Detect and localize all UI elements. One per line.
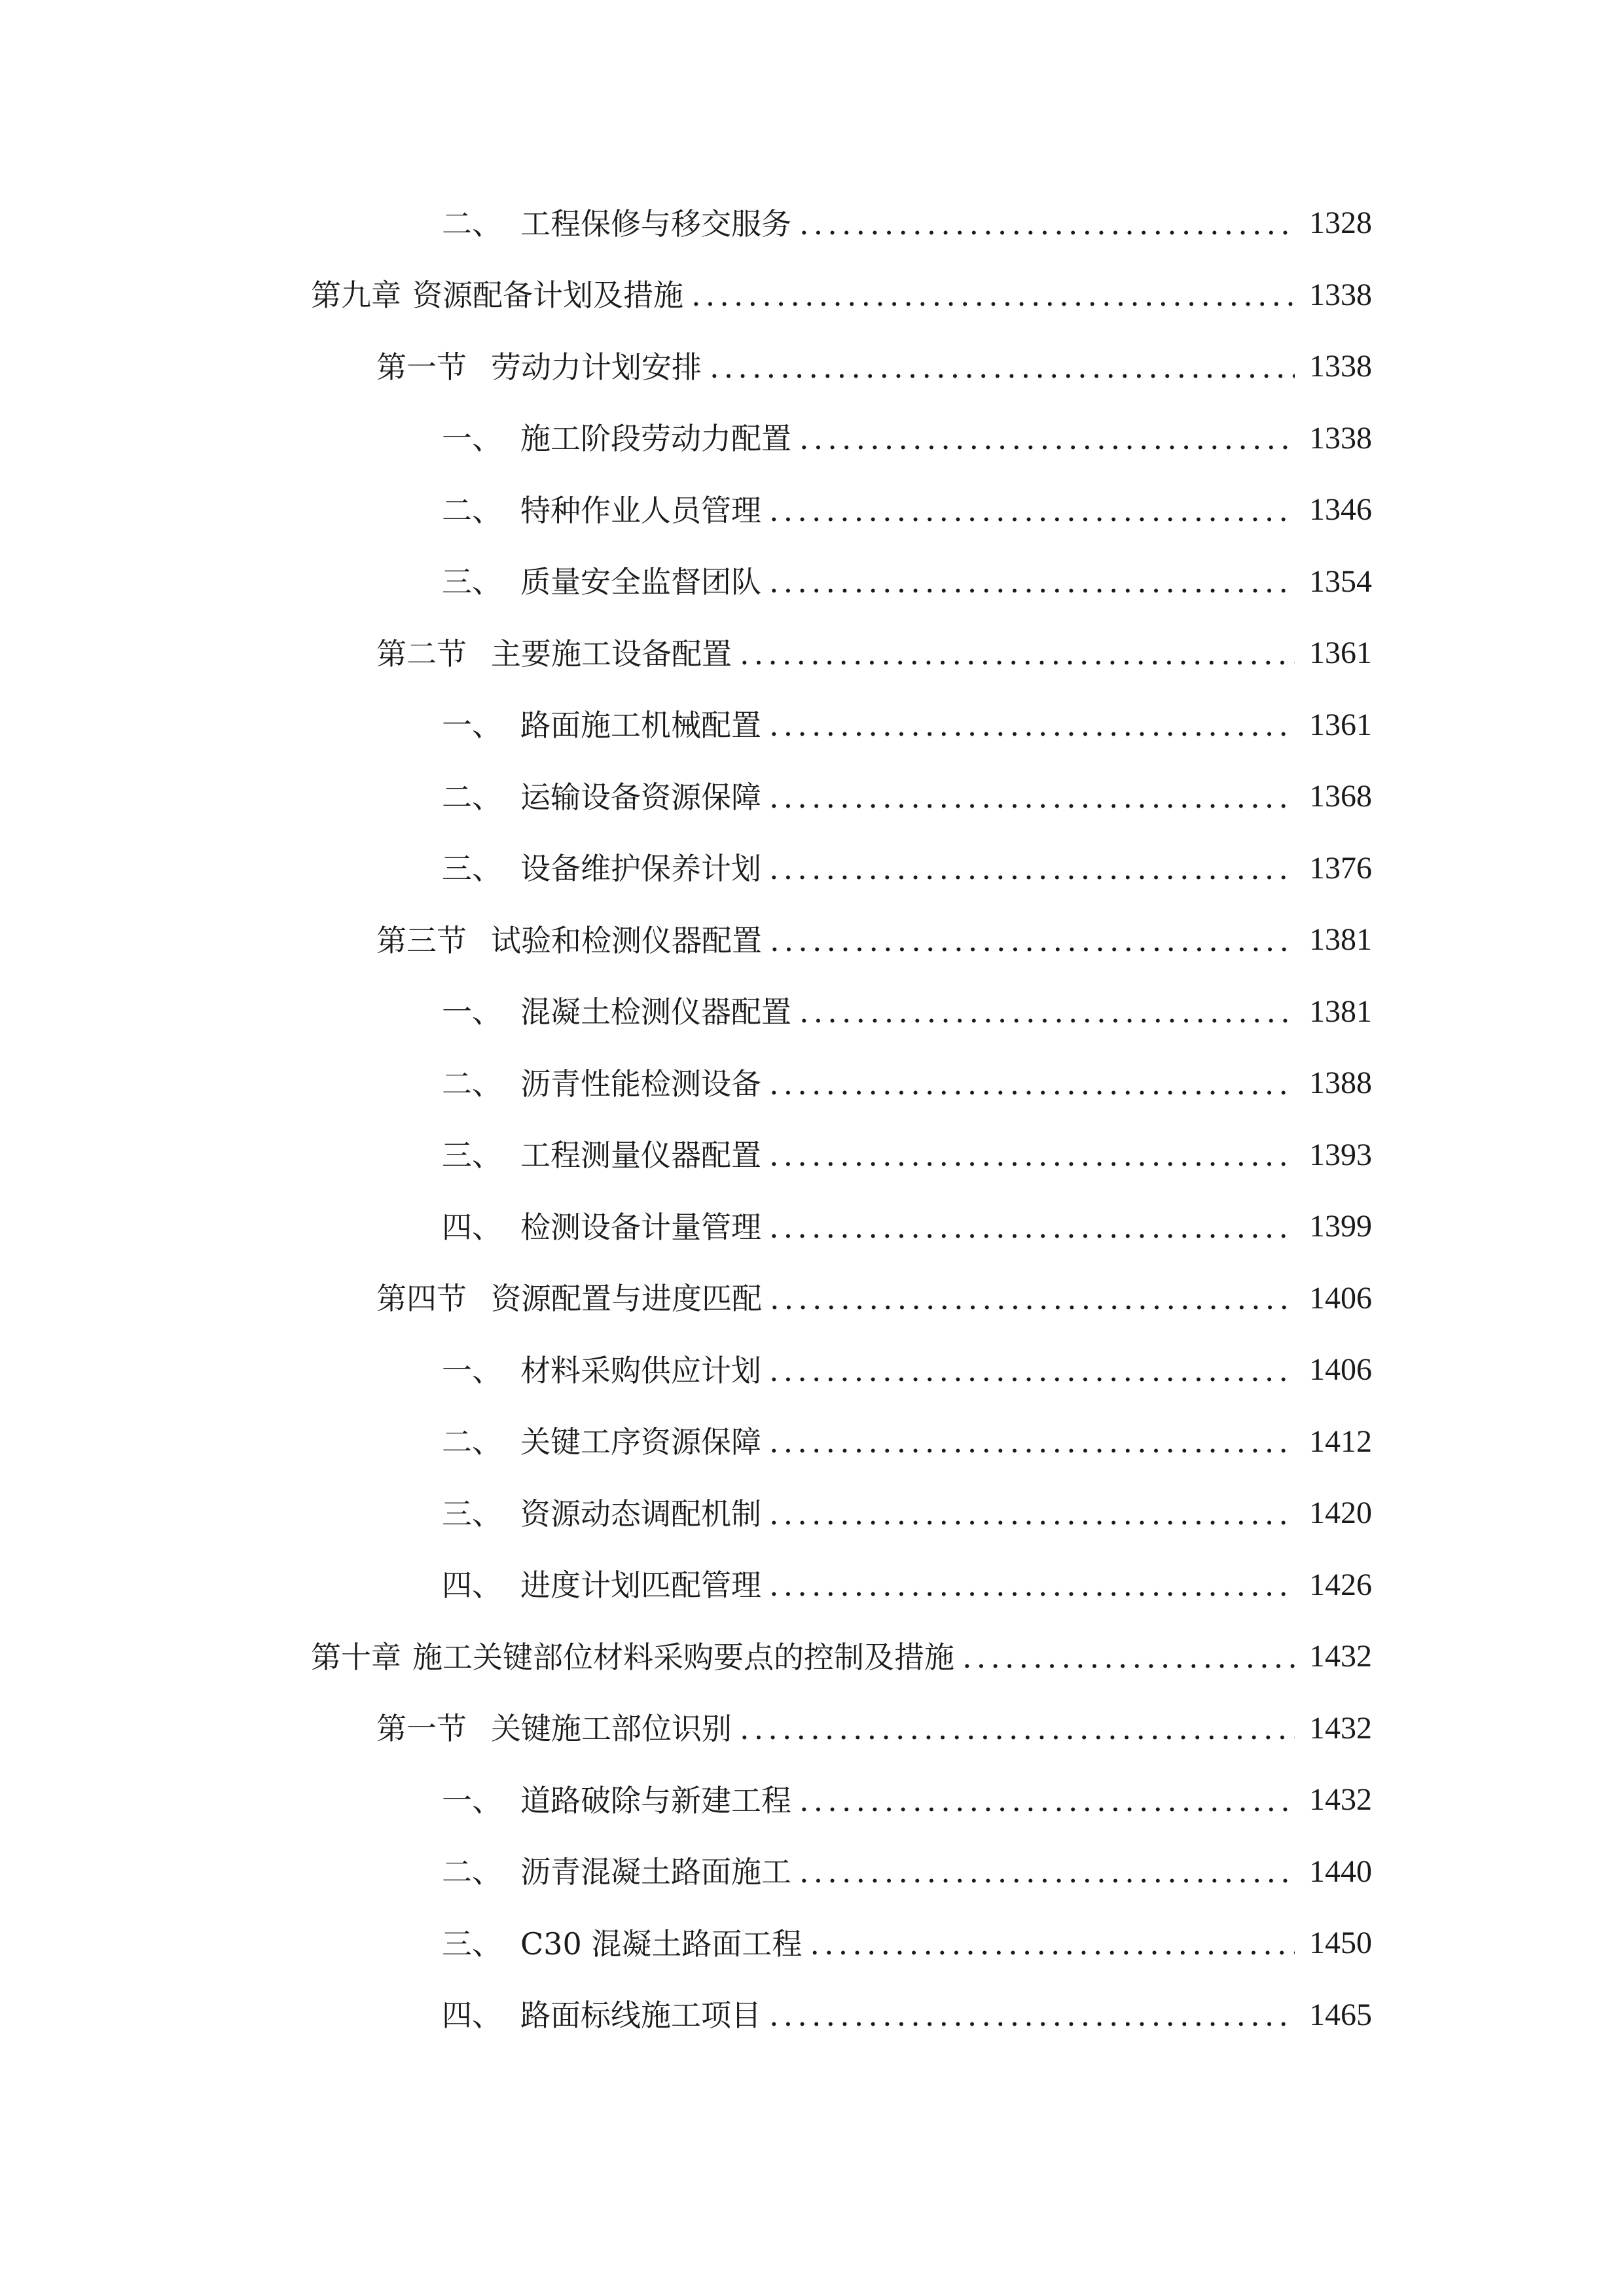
toc-entry-title	[376, 1281, 762, 1317]
toc-page-number: 1399	[1309, 1209, 1372, 1244]
toc-entry-number: 第四节	[376, 1281, 467, 1317]
toc-entry-number: 三、	[442, 1926, 502, 1962]
toc-leader-dots	[799, 206, 1295, 242]
toc-entry-title	[442, 1568, 761, 1604]
toc-leader-dots	[769, 1353, 1295, 1389]
toc-entry-text: 工程测量仪器配置	[520, 1138, 761, 1174]
toc-entry-title	[442, 1496, 761, 1532]
toc-entry-number: 二、	[442, 492, 502, 528]
toc-entry[interactable]	[442, 1552, 1372, 1604]
toc-entry-number: 二、	[442, 1066, 502, 1102]
toc-entry-text: 施工关键部位材料采购要点的控制及措施	[412, 1639, 954, 1675]
toc-page-number: 1354	[1309, 564, 1372, 599]
toc-entry-title	[442, 708, 761, 744]
toc-page-number: 1412	[1309, 1424, 1372, 1459]
toc-entry-number: 一、	[442, 1782, 502, 1818]
toc-entry-text: 特种作业人员管理	[520, 492, 761, 528]
toc-entry[interactable]	[442, 1982, 1372, 2034]
toc-entry-title	[442, 780, 761, 816]
toc-page-number: 1381	[1309, 994, 1372, 1029]
toc-page-number: 1406	[1309, 1352, 1372, 1388]
toc-entry-number: 一、	[442, 421, 502, 457]
toc-entry[interactable]	[442, 692, 1372, 744]
toc-page-number: 1338	[1309, 277, 1372, 312]
toc-entry-number: 四、	[442, 1568, 502, 1604]
toc-entry[interactable]	[442, 405, 1372, 457]
toc-leader-dots	[740, 1711, 1295, 1747]
toc-leader-dots	[799, 1783, 1295, 1819]
toc-leader-dots	[770, 923, 1295, 959]
toc-page-number: 1361	[1309, 707, 1372, 742]
toc-entry[interactable]	[442, 763, 1372, 816]
toc-page-number: 1432	[1309, 1782, 1372, 1818]
toc-entry-title	[376, 636, 732, 672]
toc-entry-number: 四、	[442, 1209, 502, 1245]
toc-leader-dots	[769, 1210, 1295, 1246]
toc-entry-title	[376, 1711, 732, 1747]
toc-entry-text: 路面施工机械配置	[520, 708, 761, 744]
toc-page-number: 1361	[1309, 636, 1372, 671]
toc-entry-title	[442, 1210, 761, 1246]
toc-entry-number: 三、	[442, 564, 502, 600]
toc-entry-title	[442, 1783, 791, 1819]
toc-entry-number: 第三节	[376, 922, 467, 958]
toc-entry-text: 混凝土检测仪器配置	[520, 994, 791, 1030]
toc-leader-dots	[769, 708, 1295, 744]
toc-page-number: 1381	[1309, 922, 1372, 958]
toc-entry[interactable]	[376, 1695, 1372, 1748]
toc-entry[interactable]	[442, 1910, 1372, 1962]
toc-entry-text: 试验和检测仪器配置	[491, 922, 762, 958]
toc-page-number: 1338	[1309, 420, 1372, 456]
toc-entry-number: 三、	[442, 1138, 502, 1174]
toc-entry-text: 进度计划匹配管理	[520, 1568, 761, 1604]
toc-leader-dots	[769, 1998, 1295, 2034]
toc-entry-number: 一、	[442, 994, 502, 1030]
toc-entry-number: 第一节	[376, 349, 467, 385]
toc-leader-dots	[769, 851, 1295, 887]
toc-entry-title	[442, 1926, 802, 1962]
toc-leader-dots	[799, 1854, 1295, 1890]
toc-entry[interactable]	[376, 333, 1372, 386]
toc-entry[interactable]	[442, 1050, 1372, 1102]
toc-entry-text: 劳动力计划安排	[491, 349, 702, 385]
toc-page-number: 1432	[1309, 1639, 1372, 1674]
toc-entry-number: 二、	[442, 1854, 502, 1890]
toc-entry-title	[442, 1854, 791, 1890]
toc-entry-text: 施工阶段劳动力配置	[520, 421, 791, 457]
toc-entry[interactable]	[442, 548, 1372, 601]
toc-entry[interactable]	[442, 190, 1372, 242]
toc-leader-dots	[710, 350, 1295, 386]
toc-entry-number: 第十章	[311, 1639, 401, 1675]
toc-entry[interactable]	[442, 1480, 1372, 1532]
toc-entry-title	[442, 493, 761, 529]
toc-entry-text: 工程保修与移交服务	[520, 206, 791, 242]
toc-entry-text: 资源配备计划及措施	[412, 278, 683, 314]
toc-entry-title	[442, 1998, 761, 2034]
toc-entry-number: 第一节	[376, 1711, 467, 1747]
toc-entry-text: 沥青性能检测设备	[520, 1066, 761, 1102]
toc-entry[interactable]	[311, 1623, 1372, 1676]
toc-entry[interactable]	[442, 1408, 1372, 1461]
toc-entry-title	[442, 1424, 761, 1460]
toc-leader-dots	[769, 1138, 1295, 1174]
toc-entry[interactable]	[442, 1193, 1372, 1246]
toc-entry[interactable]	[442, 1767, 1372, 1819]
toc-entry-number: 四、	[442, 1998, 502, 2034]
toc-page-number: 1368	[1309, 779, 1372, 814]
toc-entry-text: 关键施工部位识别	[491, 1711, 732, 1747]
toc-entry-text: 设备维护保养计划	[520, 851, 761, 887]
toc-leader-dots	[770, 1281, 1295, 1317]
toc-leader-dots	[740, 636, 1295, 672]
toc-entry-title	[311, 1640, 954, 1676]
toc-entry-number: 第二节	[376, 636, 467, 672]
toc-page-number: 1440	[1309, 1854, 1372, 1889]
toc-entry[interactable]	[442, 1122, 1372, 1174]
toc-leader-dots	[769, 1496, 1295, 1532]
toc-entry-title	[376, 350, 702, 386]
toc-entry[interactable]	[442, 1839, 1372, 1891]
toc-leader-dots	[769, 1568, 1295, 1604]
toc-page-number: 1426	[1309, 1567, 1372, 1602]
toc-entry-text: 主要施工设备配置	[491, 636, 732, 672]
toc-entry[interactable]	[376, 906, 1372, 959]
toc-entry-title	[442, 564, 761, 600]
toc-leader-dots	[769, 780, 1295, 816]
toc-entry-text: C30 混凝土路面工程	[520, 1926, 803, 1962]
toc-page-number: 1393	[1309, 1137, 1372, 1172]
toc-entry[interactable]	[442, 476, 1372, 529]
toc-page-number: 1388	[1309, 1066, 1372, 1101]
toc-entry-number: 二、	[442, 779, 502, 815]
toc-entry-number: 二、	[442, 206, 502, 242]
toc-entry-title	[442, 851, 761, 887]
toc-leader-dots	[691, 278, 1295, 314]
toc-leader-dots	[769, 564, 1295, 600]
toc-page-number: 1420	[1309, 1496, 1372, 1531]
toc-entry-number: 第九章	[311, 278, 401, 314]
toc-page-number: 1406	[1309, 1280, 1372, 1316]
toc-entry-text: 路面标线施工项目	[520, 1998, 761, 2034]
toc-entry-title	[442, 994, 791, 1030]
toc-entry-number: 一、	[442, 708, 502, 744]
toc-entry-title	[442, 1138, 761, 1174]
toc-page-number: 1465	[1309, 1997, 1372, 2032]
toc-entry-number: 三、	[442, 851, 502, 887]
toc-entry-number: 一、	[442, 1352, 502, 1388]
toc-entry-title	[442, 421, 791, 457]
toc-entry-text: 运输设备资源保障	[520, 779, 761, 815]
toc-entry[interactable]	[376, 1265, 1372, 1318]
toc-entry-text: 道路破除与新建工程	[520, 1782, 791, 1818]
toc-leader-dots	[769, 1424, 1295, 1460]
toc-page-number: 1432	[1309, 1710, 1372, 1746]
toc-entry-text: 关键工序资源保障	[520, 1424, 761, 1460]
toc-leader-dots	[769, 493, 1295, 529]
toc-entry-title	[442, 1066, 761, 1102]
toc-entry-title	[311, 278, 683, 314]
toc-page-number: 1328	[1309, 206, 1372, 241]
toc-page-number: 1346	[1309, 492, 1372, 528]
toc-entry-title	[376, 923, 762, 959]
toc-entry-number: 二、	[442, 1424, 502, 1460]
toc-entry-text: 资源配置与进度匹配	[491, 1281, 762, 1317]
toc-entry-text: 检测设备计量管理	[520, 1209, 761, 1245]
toc-leader-dots	[769, 1066, 1295, 1102]
toc-entry-number: 三、	[442, 1496, 502, 1532]
toc-page-number: 1450	[1309, 1926, 1372, 1961]
toc-leader-dots	[810, 1926, 1295, 1962]
toc-entry-text: 材料采购供应计划	[520, 1352, 761, 1388]
toc-entry-title	[442, 206, 791, 242]
toc-leader-dots	[799, 421, 1295, 457]
toc-leader-dots	[799, 994, 1295, 1030]
toc-entry[interactable]	[442, 1336, 1372, 1389]
toc-page-number: 1376	[1309, 850, 1372, 886]
toc-page-number: 1338	[1309, 349, 1372, 384]
toc-entry[interactable]	[442, 835, 1372, 888]
toc-entry-title	[442, 1353, 761, 1389]
toc-entry-text: 沥青混凝土路面施工	[520, 1854, 791, 1890]
toc-entry[interactable]	[311, 262, 1372, 314]
toc-entry-text: 资源动态调配机制	[520, 1496, 761, 1532]
toc-entry-text: 质量安全监督团队	[520, 564, 761, 600]
toc-entry[interactable]	[442, 978, 1372, 1031]
toc-entry[interactable]	[376, 620, 1372, 672]
toc-leader-dots	[962, 1640, 1295, 1676]
